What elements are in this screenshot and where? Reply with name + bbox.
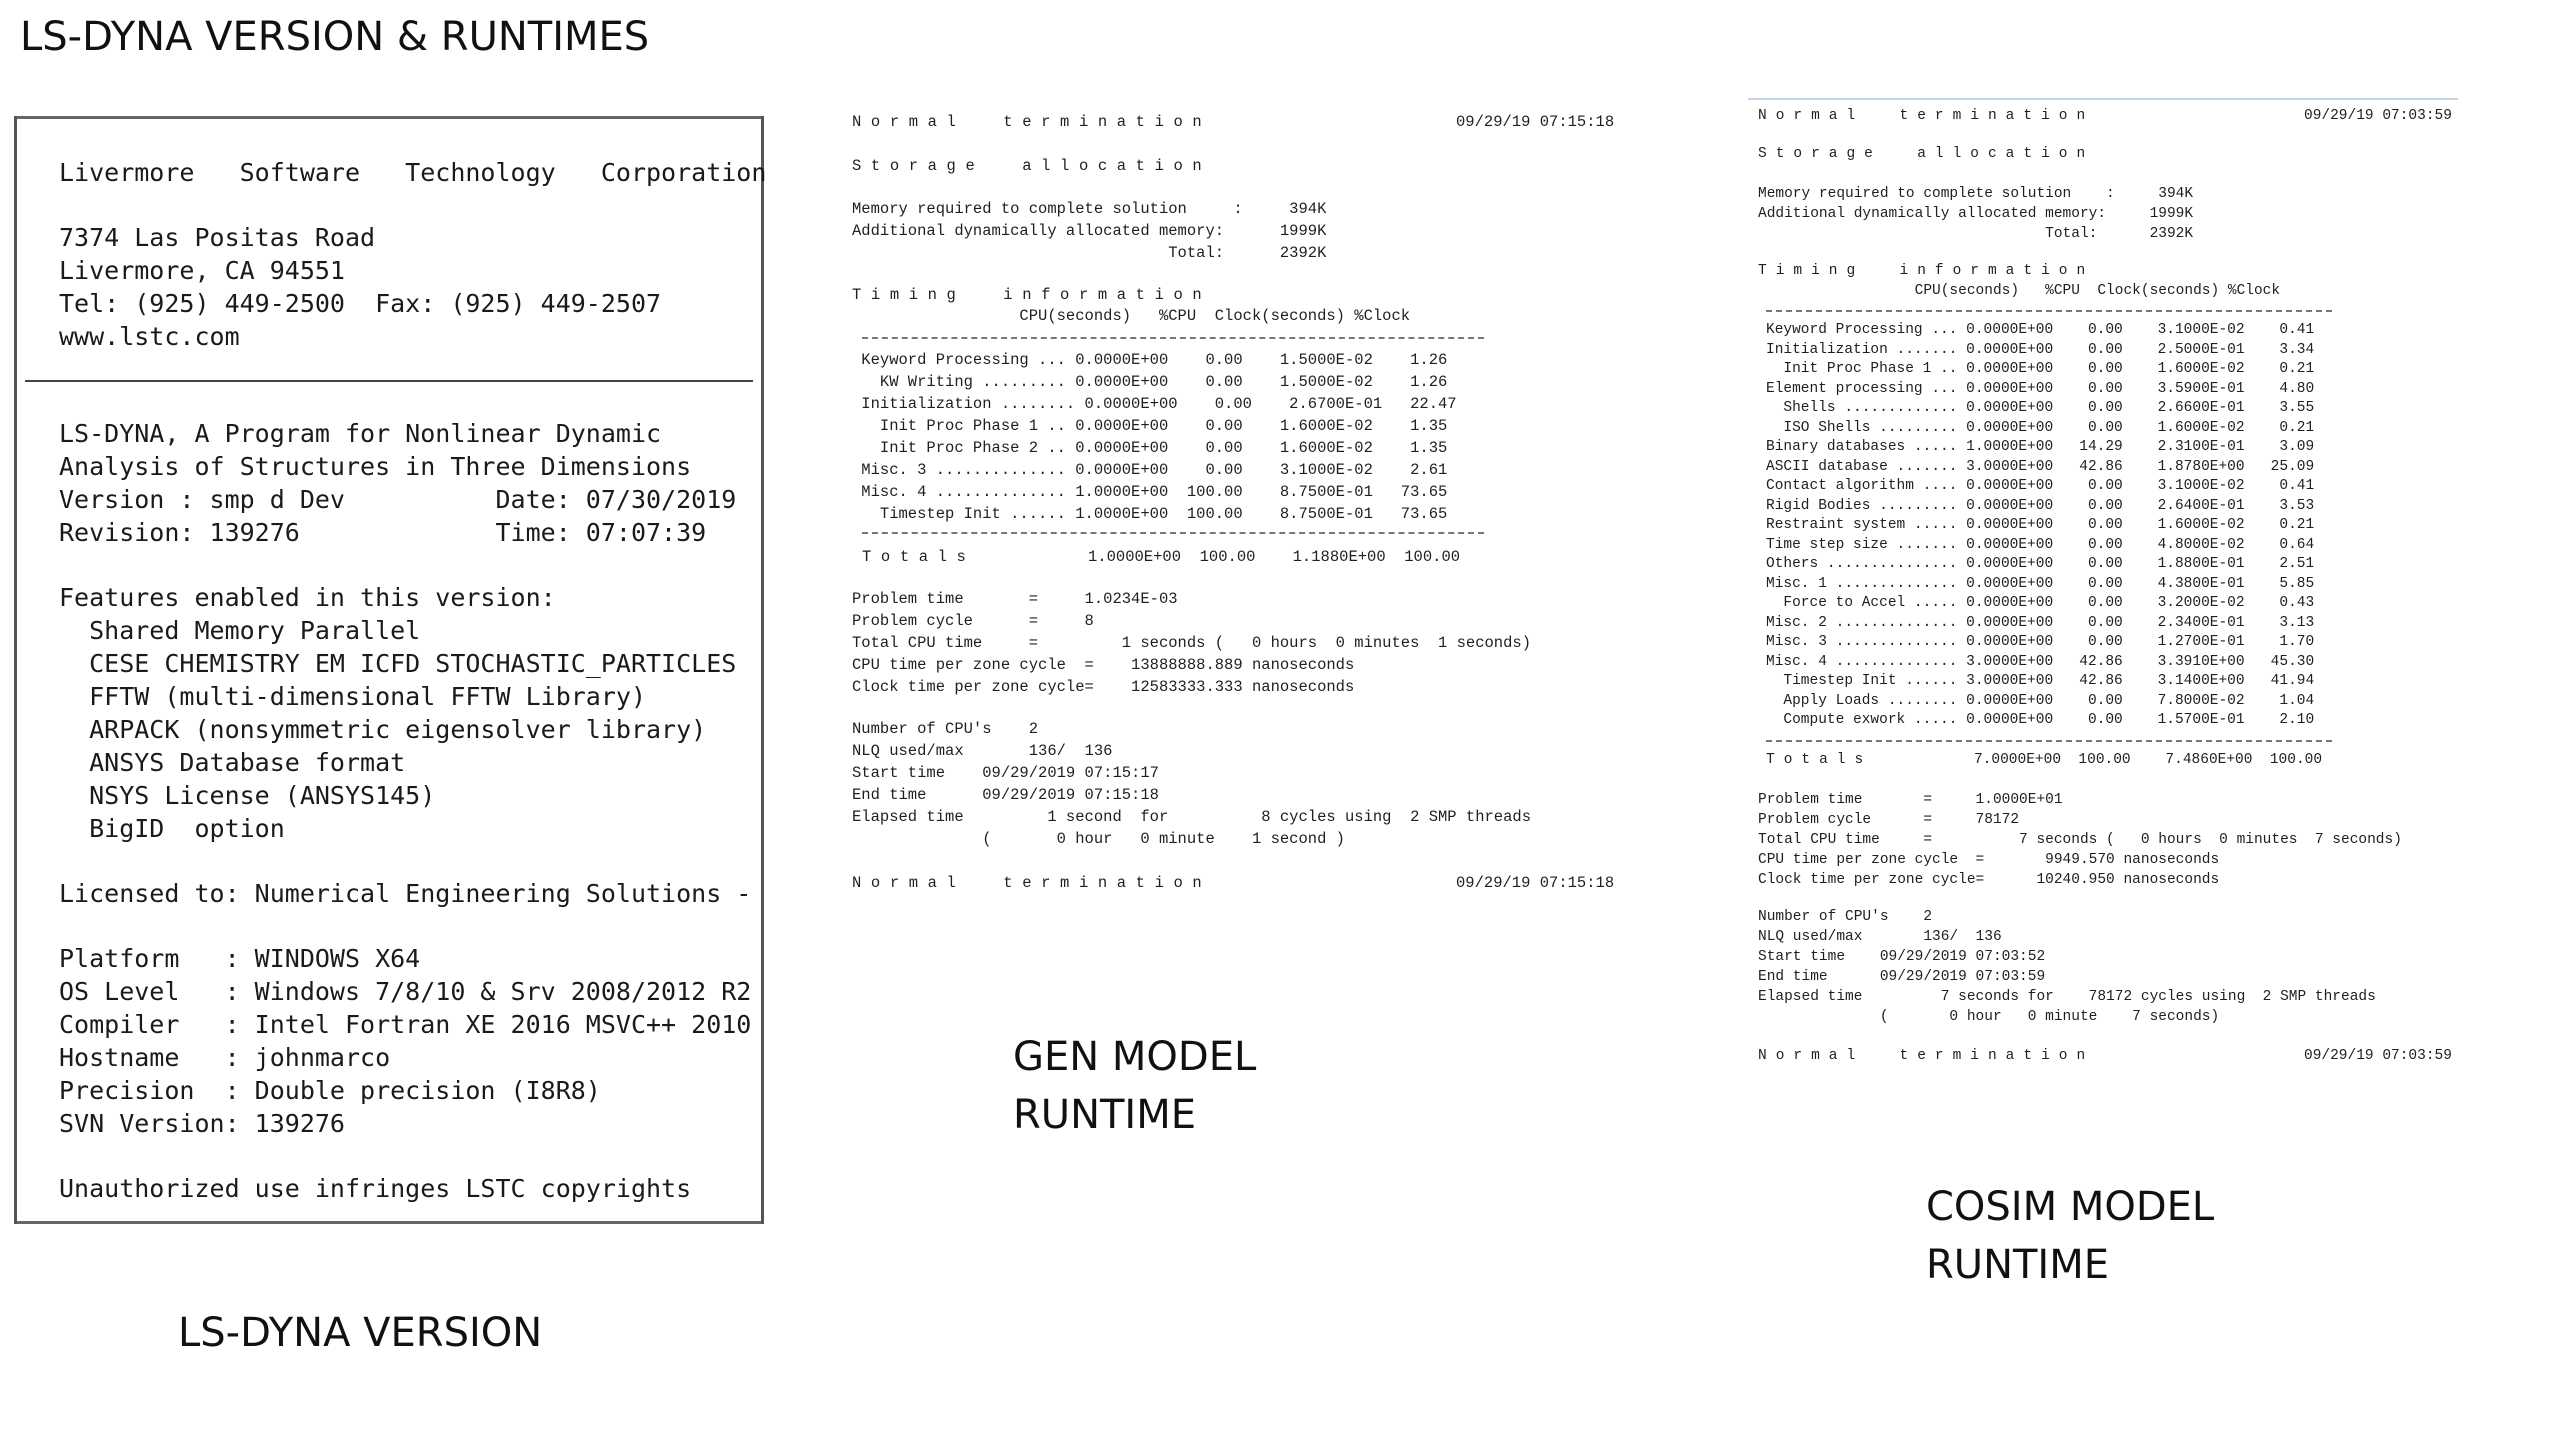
storage-allocation-heading: Storage allocation: [852, 157, 1212, 175]
os-level-line: OS Level : Windows 7/8/10 & Srv 2008/2012 R2: [59, 977, 752, 1006]
gen-caption-line-2: RUNTIME: [1013, 1092, 1197, 1138]
run-row: ( 0 hour 0 minute 1 second ): [852, 830, 1345, 848]
storage-row: Memory required to complete solution : 394K: [852, 200, 1327, 218]
normal-termination-label: Normal termination: [1758, 1048, 2095, 1064]
totals-label: Totals: [862, 548, 976, 566]
copyright-notice: Unauthorized use infringes LSTC copyrights: [59, 1174, 692, 1203]
problem-row: Clock time per zone cycle= 10240.950 nanoseconds: [1758, 872, 2220, 888]
city-line: Livermore, CA 94551: [59, 256, 345, 285]
dashed-rule: [862, 532, 1484, 534]
run-row: End time 09/29/2019 07:03:59: [1758, 969, 2046, 985]
termination-timestamp: 09/29/19 07:15:18: [1456, 113, 1615, 131]
timing-row: Binary databases ..... 1.0000E+00 14.29 2.3100E-01 3.09: [1766, 439, 2315, 455]
timing-information-heading: Timing information: [852, 286, 1212, 304]
timing-row: Timestep Init ...... 3.0000E+00 42.86 3.1400E+00 41.94: [1766, 673, 2315, 689]
problem-row: CPU time per zone cycle = 13888888.889 nanoseconds: [852, 656, 1355, 674]
normal-termination-label: Normal termination: [852, 113, 1212, 131]
timing-row: Init Proc Phase 1 .. 0.0000E+00 0.00 1.6000E-02 1.35: [852, 417, 1448, 435]
compiler-line: Compiler : Intel Fortran XE 2016 MSVC++ 2010: [59, 1010, 752, 1039]
termination-timestamp: 09/29/19 07:03:59: [2304, 108, 2452, 124]
totals-values: 7.0000E+00 100.00 7.4860E+00 100.00: [1974, 752, 2323, 768]
storage-row: Additional dynamically allocated memory: 1999K: [852, 222, 1327, 240]
timing-information-heading: Timing information: [1758, 263, 2095, 279]
page-title: LS-DYNA VERSION & RUNTIMES: [20, 14, 650, 60]
timing-column-headers: CPU(seconds) %CPU Clock(seconds) %Clock: [1758, 283, 2281, 299]
storage-row: Memory required to complete solution : 394K: [1758, 186, 2194, 202]
timing-row: Initialization ....... 0.0000E+00 0.00 2.5000E-01 3.34: [1766, 341, 2315, 358]
hostname-line: Hostname : johnmarco: [59, 1043, 391, 1072]
problem-row: Problem time = 1.0234E-03: [852, 590, 1178, 608]
run-row: Start time 09/29/2019 07:15:17: [852, 764, 1159, 782]
dashed-rule: [1766, 740, 2332, 742]
timing-row: Others ............... 0.0000E+00 0.00 1.8800E-01 2.51: [1766, 556, 2315, 572]
timing-row: Misc. 1 .............. 0.0000E+00 0.00 4.3800E-01 5.85: [1766, 575, 2315, 592]
timing-row: Keyword Processing ... 0.0000E+00 0.00 3.1000E-02 0.41: [1766, 322, 2315, 338]
run-row: Start time 09/29/2019 07:03:52: [1758, 949, 2046, 965]
address-line: 7374 Las Positas Road: [59, 223, 376, 252]
cosim-caption-line-2: RUNTIME: [1926, 1242, 2110, 1288]
run-row: NLQ used/max 136/ 136: [1758, 929, 2002, 945]
program-line-2: Analysis of Structures in Three Dimensions: [59, 452, 692, 481]
timing-row: ASCII database ....... 3.0000E+00 42.86 1.8780E+00 25.09: [1766, 458, 2315, 475]
timing-column-headers: CPU(seconds) %CPU Clock(seconds) %Clock: [852, 307, 1411, 325]
timing-row: Misc. 3 .............. 0.0000E+00 0.00 1.2700E-01 1.70: [1766, 634, 2315, 650]
problem-row: Problem cycle = 78172: [1758, 812, 2020, 828]
problem-row: Problem time = 1.0000E+01: [1758, 792, 2063, 808]
problem-row: Total CPU time = 7 seconds ( 0 hours 0 minutes 7 seconds): [1758, 832, 2402, 848]
timing-row: Contact algorithm .... 0.0000E+00 0.00 3.1000E-02 0.41: [1766, 478, 2315, 494]
feature-item: CESE CHEMISTRY EM ICFD STOCHASTIC_PARTICLES: [59, 649, 737, 678]
version-line: Version : smp d Dev Date: 07/30/2019: [59, 485, 737, 514]
termination-timestamp: 09/29/19 07:15:18: [1456, 874, 1615, 892]
gen-caption-line-1: GEN MODEL: [1013, 1034, 1257, 1080]
storage-allocation-heading: Storage allocation: [1758, 146, 2095, 162]
svn-version-line: SVN Version: 139276: [59, 1109, 345, 1138]
timing-row: Misc. 2 .............. 0.0000E+00 0.00 2.3400E-01 3.13: [1766, 614, 2315, 631]
timing-row: Initialization ........ 0.0000E+00 0.00 2.6700E-01 22.47: [852, 395, 1457, 413]
timing-row: Force to Accel ..... 0.0000E+00 0.00 3.2000E-02 0.43: [1766, 595, 2315, 611]
timing-row: Keyword Processing ... 0.0000E+00 0.00 1.5000E-02 1.26: [852, 351, 1448, 369]
cosim-top-rule: [1748, 98, 2458, 100]
problem-row: CPU time per zone cycle = 9949.570 nanoseconds: [1758, 852, 2220, 868]
run-row: ( 0 hour 0 minute 7 seconds): [1758, 1009, 2220, 1025]
lsdyna-version-banner: [14, 116, 767, 1224]
timing-row: Compute exwork ..... 0.0000E+00 0.00 1.5700E-01 2.10: [1766, 712, 2315, 728]
precision-line: Precision : Double precision (I8R8): [59, 1076, 601, 1105]
run-row: Elapsed time 7 seconds for 78172 cycles using 2 SMP threads: [1758, 989, 2376, 1005]
timing-row: ISO Shells ......... 0.0000E+00 0.00 1.6000E-02 0.21: [1766, 419, 2315, 436]
timing-row: Element processing ... 0.0000E+00 0.00 3.5900E-01 4.80: [1766, 380, 2315, 397]
feature-item: Shared Memory Parallel: [59, 616, 421, 645]
feature-item: ARPACK (nonsymmetric eigensolver library): [59, 715, 707, 744]
timing-row: Misc. 4 .............. 3.0000E+00 42.86 3.3910E+00 45.30: [1766, 653, 2315, 670]
storage-row: Total: 2392K: [852, 244, 1327, 262]
normal-termination-label: Normal termination: [1758, 108, 2095, 124]
features-heading: Features enabled in this version:: [59, 583, 556, 612]
timing-row: Init Proc Phase 2 .. 0.0000E+00 0.00 1.6000E-02 1.35: [852, 439, 1448, 457]
platform-line: Platform : WINDOWS X64: [59, 944, 421, 973]
run-row: Elapsed time 1 second for 8 cycles using 2 SMP threads: [852, 808, 1532, 826]
feature-item: NSYS License (ANSYS145): [59, 781, 436, 810]
feature-item: BigID option: [59, 814, 285, 843]
licensed-to-line: Licensed to: Numerical Engineering Solutions -: [59, 879, 752, 908]
timing-row: Time step size ....... 0.0000E+00 0.00 4.8000E-02 0.64: [1766, 536, 2315, 553]
cosim-caption-line-1: COSIM MODEL: [1926, 1184, 2215, 1230]
timing-row: Rigid Bodies ......... 0.0000E+00 0.00 2.6400E-01 3.53: [1766, 497, 2315, 514]
run-row: Number of CPU's 2: [852, 720, 1039, 738]
totals-values: 1.0000E+00 100.00 1.1880E+00 100.00: [1088, 548, 1461, 566]
timing-row: Misc. 3 .............. 0.0000E+00 0.00 3.1000E-02 2.61: [852, 461, 1448, 479]
timing-row: Timestep Init ...... 1.0000E+00 100.00 8.7500E-01 73.65: [852, 505, 1448, 523]
timing-row: Apply Loads ........ 0.0000E+00 0.00 7.8000E-02 1.04: [1766, 692, 2315, 709]
website-line: www.lstc.com: [59, 322, 240, 351]
run-row: NLQ used/max 136/ 136: [852, 742, 1113, 760]
totals-label: Totals: [1766, 752, 1873, 768]
timing-row: Restraint system ..... 0.0000E+00 0.00 1.6000E-02 0.21: [1766, 517, 2315, 533]
program-line-1: LS-DYNA, A Program for Nonlinear Dynamic: [59, 419, 662, 448]
banner-bottom-border: [17, 1221, 761, 1224]
version-caption: LS-DYNA VERSION: [178, 1310, 543, 1356]
company-name: Livermore Software Technology Corporation: [59, 158, 767, 187]
run-row: End time 09/29/2019 07:15:18: [852, 786, 1159, 804]
storage-row: Additional dynamically allocated memory: 1999K: [1758, 206, 2194, 222]
storage-row: Total: 2392K: [1758, 226, 2194, 242]
problem-row: Clock time per zone cycle= 12583333.333 nanoseconds: [852, 678, 1355, 696]
problem-row: Problem cycle = 8: [852, 612, 1094, 630]
timing-row: Misc. 4 .............. 1.0000E+00 100.00 8.7500E-01 73.65: [852, 483, 1448, 501]
banner-top-border: [17, 116, 761, 119]
timing-row: Init Proc Phase 1 .. 0.0000E+00 0.00 1.6000E-02 0.21: [1766, 361, 2315, 377]
phone-line: Tel: (925) 449-2500 Fax: (925) 449-2507: [59, 289, 662, 318]
timing-row: KW Writing ......... 0.0000E+00 0.00 1.5000E-02 1.26: [852, 373, 1448, 391]
revision-line: Revision: 139276 Time: 07:07:39: [59, 518, 707, 547]
feature-item: FFTW (multi-dimensional FFTW Library): [59, 682, 646, 711]
timing-row: Shells ............. 0.0000E+00 0.00 2.6600E-01 3.55: [1766, 400, 2315, 416]
normal-termination-label: Normal termination: [852, 874, 1212, 892]
termination-timestamp: 09/29/19 07:03:59: [2304, 1048, 2452, 1064]
dashed-rule: [1766, 310, 2332, 312]
run-row: Number of CPU's 2: [1758, 909, 1933, 925]
dashed-rule: [862, 337, 1484, 339]
banner-divider: [25, 380, 753, 382]
problem-row: Total CPU time = 1 seconds ( 0 hours 0 minutes 1 seconds): [852, 634, 1532, 652]
feature-item: ANSYS Database format: [59, 748, 406, 777]
